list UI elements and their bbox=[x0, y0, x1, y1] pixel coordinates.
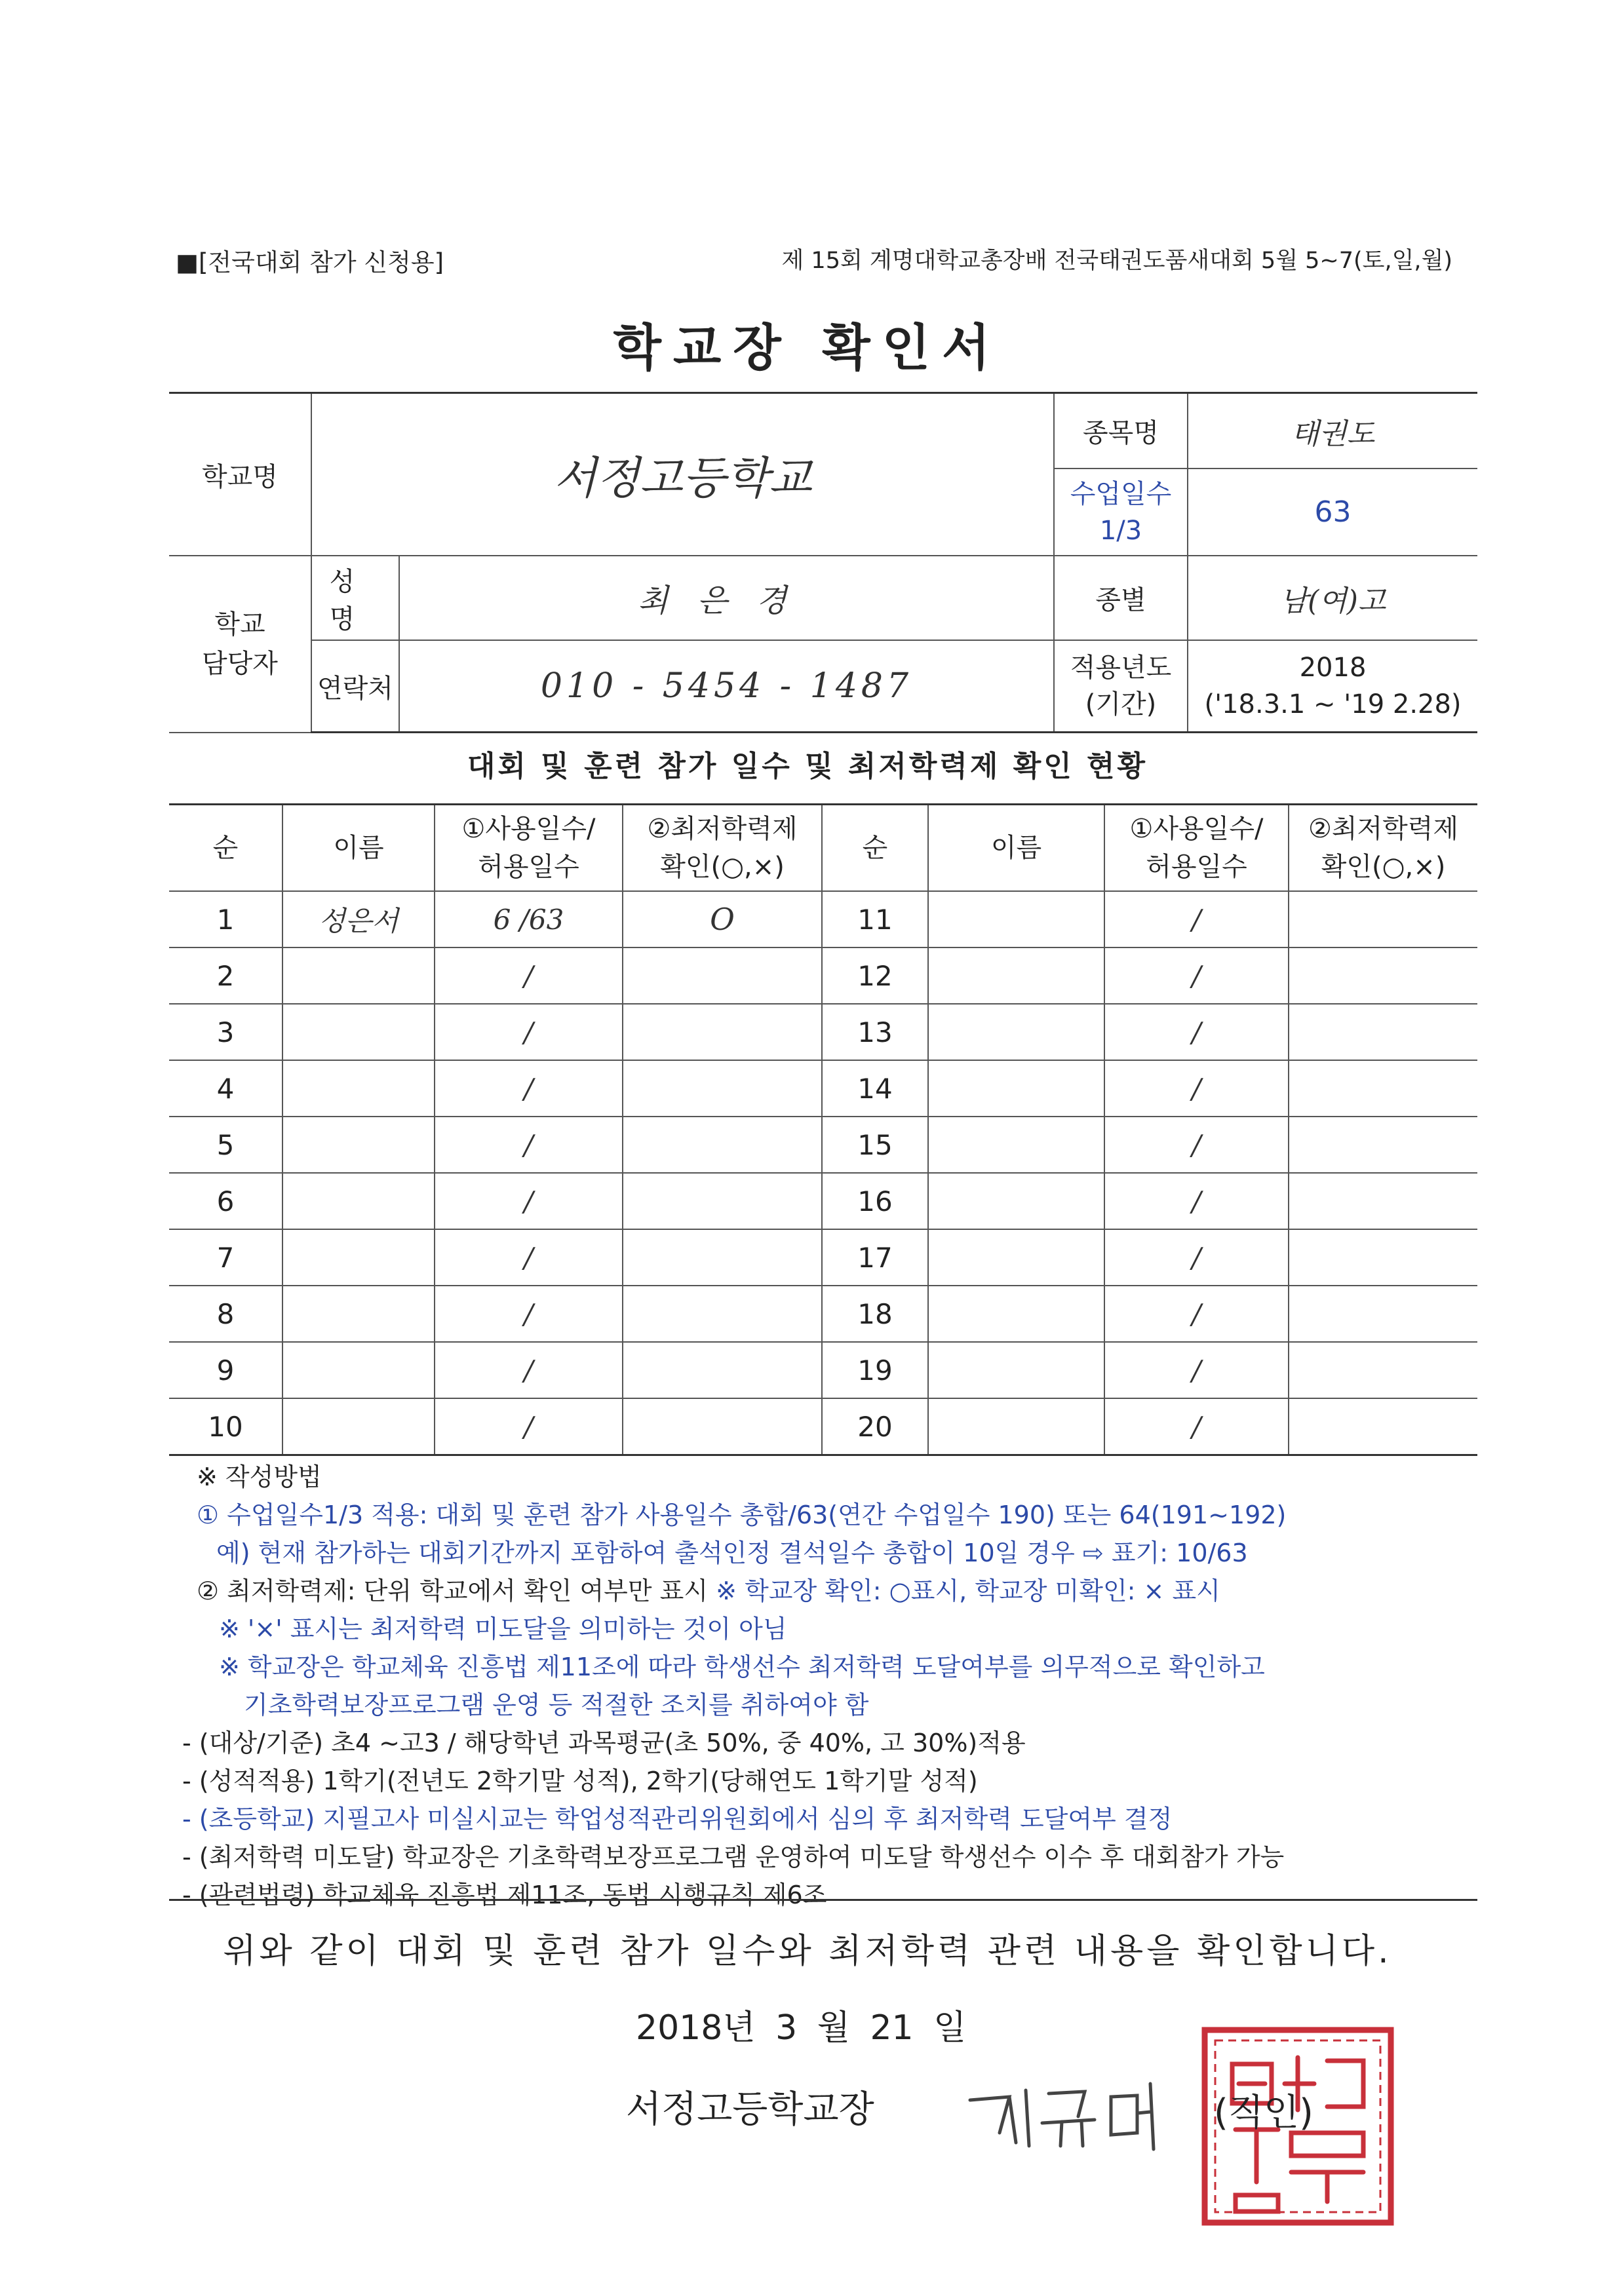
table-row bbox=[169, 1173, 1477, 1229]
row-days: / bbox=[435, 947, 623, 1004]
row-check bbox=[623, 1117, 822, 1173]
row-days: / bbox=[435, 1342, 623, 1398]
contact-label: 연락처 bbox=[311, 640, 399, 733]
apply-year-value: 2018 ('18.3.1 ~ '19 2.28) bbox=[1188, 640, 1477, 733]
col-check-header: ②최저학력제 확인(○,×) bbox=[1289, 805, 1477, 892]
principal-signature bbox=[963, 2071, 1186, 2156]
row-days: / bbox=[1104, 1229, 1289, 1286]
row-days: / bbox=[435, 1229, 623, 1286]
row-no: 7 bbox=[169, 1229, 282, 1286]
row-check bbox=[1289, 1229, 1477, 1286]
instructions-heading: ※ 작성방법 bbox=[197, 1463, 322, 1491]
school-info-table bbox=[169, 392, 1477, 733]
row-days: / bbox=[1104, 891, 1289, 947]
principal-title: 서정고등학교장 bbox=[626, 2088, 874, 2131]
row-name bbox=[928, 1398, 1104, 1455]
row-days: / bbox=[1104, 1286, 1289, 1342]
section-subtitle: 대회 및 훈련 참가 일수 및 최저학력제 확인 현황 bbox=[467, 750, 1148, 783]
table-row bbox=[169, 1229, 1477, 1286]
row-name bbox=[282, 1342, 435, 1398]
row-name bbox=[928, 1286, 1104, 1342]
row-check bbox=[1289, 1060, 1477, 1117]
row-no: 20 bbox=[822, 1398, 928, 1455]
table-row bbox=[169, 1117, 1477, 1173]
row-name bbox=[282, 1117, 435, 1173]
confirmation-statement: 위와 같이 대회 및 훈련 참가 일수와 최저학력 관련 내용을 확인합니다. bbox=[223, 1932, 1392, 1971]
person-name-value: 최은경 bbox=[399, 556, 1054, 640]
participation-table bbox=[169, 803, 1477, 1456]
instructions-section bbox=[182, 1458, 1481, 1914]
row-no: 18 bbox=[822, 1286, 928, 1342]
row-no: 15 bbox=[822, 1117, 928, 1173]
row-name bbox=[282, 1229, 435, 1286]
row-days: / bbox=[435, 1286, 623, 1342]
row-check bbox=[623, 1286, 822, 1342]
row-days: / bbox=[1104, 1117, 1289, 1173]
note-1-line-2: 예) 현재 참가하는 대회기간까지 포함하여 출석인정 결석일수 총합이 10일 경우 ⇨ 표기: 10/63 bbox=[216, 1539, 1248, 1567]
row-days: 6 /63 bbox=[435, 891, 623, 947]
row-check bbox=[1289, 1342, 1477, 1398]
competition-label: 제 15회 계명대학교총장배 전국태권도품새대회 5월 5~7(토,일,월) bbox=[781, 248, 1452, 274]
school-days-label: 수업일수 1/3 bbox=[1054, 469, 1188, 556]
person-name-label: 성 명 bbox=[311, 556, 399, 640]
col-name-header: 이름 bbox=[282, 805, 435, 892]
row-check bbox=[623, 947, 822, 1004]
document-title: 학교장 확인서 bbox=[613, 318, 1002, 377]
row-check bbox=[623, 1004, 822, 1060]
row-no: 19 bbox=[822, 1342, 928, 1398]
row-no: 12 bbox=[822, 947, 928, 1004]
row-no: 5 bbox=[169, 1117, 282, 1173]
table-row bbox=[169, 1060, 1477, 1117]
row-check bbox=[1289, 1117, 1477, 1173]
row-no: 4 bbox=[169, 1060, 282, 1117]
row-days: / bbox=[1104, 1060, 1289, 1117]
seal-label: (직인) bbox=[1214, 2092, 1313, 2134]
row-name bbox=[928, 1173, 1104, 1229]
row-check bbox=[623, 1342, 822, 1398]
row-no: 3 bbox=[169, 1004, 282, 1060]
row-check bbox=[1289, 1004, 1477, 1060]
row-check bbox=[623, 1060, 822, 1117]
gender-value: 남(여)고 bbox=[1188, 556, 1477, 640]
col-days-header: ①사용일수/ 허용일수 bbox=[435, 805, 623, 892]
row-name bbox=[282, 947, 435, 1004]
row-name bbox=[928, 1060, 1104, 1117]
row-days: / bbox=[435, 1004, 623, 1060]
row-name bbox=[928, 1117, 1104, 1173]
row-name bbox=[928, 1342, 1104, 1398]
row-check bbox=[1289, 947, 1477, 1004]
table-header-row bbox=[169, 805, 1477, 892]
row-name bbox=[928, 891, 1104, 947]
row-no: 10 bbox=[169, 1398, 282, 1455]
form-type-label: ■[전국대회 참가 신청용] bbox=[176, 248, 444, 277]
note-2: ② 최저학력제: 단위 학교에서 확인 여부만 표시 ※ 학교장 확인: ○표시, 학교장 미확인: × 표시 bbox=[197, 1577, 1220, 1605]
table-row bbox=[169, 891, 1477, 947]
row-check bbox=[623, 1173, 822, 1229]
table-row bbox=[169, 947, 1477, 1004]
row-no: 14 bbox=[822, 1060, 928, 1117]
note-4-line-1: ※ 학교장은 학교체육 진흥법 제11조에 따라 학생선수 최저학력 도달여부를 의무적으로 확인하고 bbox=[219, 1653, 1265, 1681]
row-name bbox=[928, 947, 1104, 1004]
note-3: ※ '×' 표시는 최저학력 미도달을 의미하는 것이 아님 bbox=[219, 1615, 787, 1643]
row-days: / bbox=[435, 1060, 623, 1117]
row-no: 17 bbox=[822, 1229, 928, 1286]
col-no-header: 순 bbox=[822, 805, 928, 892]
row-days: / bbox=[1104, 947, 1289, 1004]
table-row bbox=[169, 1286, 1477, 1342]
manager-label: 학교 담당자 bbox=[169, 556, 311, 733]
row-check bbox=[1289, 1286, 1477, 1342]
contact-value: 010 - 5454 - 1487 bbox=[399, 640, 1054, 733]
row-check bbox=[1289, 1398, 1477, 1455]
row-days: / bbox=[1104, 1342, 1289, 1398]
event-label: 종목명 bbox=[1054, 393, 1188, 469]
detail-law: - (관련법령) 학교체육 진흥법 제11조, 동법 시행규칙 제6조 bbox=[182, 1881, 827, 1909]
table-row bbox=[169, 1342, 1477, 1398]
apply-year-label: 적용년도 (기간) bbox=[1054, 640, 1188, 733]
row-name bbox=[282, 1060, 435, 1117]
row-name bbox=[282, 1286, 435, 1342]
row-no: 13 bbox=[822, 1004, 928, 1060]
school-name-value: 서정고등학교 bbox=[311, 393, 1054, 556]
row-check bbox=[623, 1398, 822, 1455]
row-days: / bbox=[1104, 1173, 1289, 1229]
note-1-line-1: ① 수업일수1/3 적용: 대회 및 훈련 참가 사용일수 총합/63(연간 수업일수 190) 또는 64(191~192) bbox=[197, 1501, 1287, 1529]
row-check bbox=[1289, 891, 1477, 947]
table-row bbox=[169, 1004, 1477, 1060]
row-days: / bbox=[1104, 1004, 1289, 1060]
row-days: / bbox=[435, 1117, 623, 1173]
school-days-value: 63 bbox=[1188, 469, 1477, 556]
event-value: 태권도 bbox=[1188, 393, 1477, 469]
row-no: 11 bbox=[822, 891, 928, 947]
row-name bbox=[282, 1398, 435, 1455]
col-days-header: ①사용일수/ 허용일수 bbox=[1104, 805, 1289, 892]
col-no-header: 순 bbox=[169, 805, 282, 892]
divider bbox=[169, 1899, 1477, 1901]
row-no: 8 bbox=[169, 1286, 282, 1342]
row-name: 성은서 bbox=[282, 891, 435, 947]
row-check bbox=[623, 1229, 822, 1286]
row-no: 2 bbox=[169, 947, 282, 1004]
row-check: O bbox=[623, 891, 822, 947]
col-name-header: 이름 bbox=[928, 805, 1104, 892]
row-no: 1 bbox=[169, 891, 282, 947]
row-name bbox=[928, 1229, 1104, 1286]
row-days: / bbox=[435, 1398, 623, 1455]
row-check bbox=[1289, 1173, 1477, 1229]
detail-grade-apply: - (성적적용) 1학기(전년도 2학기말 성적), 2학기(당해연도 1학기말 성적) bbox=[182, 1767, 978, 1795]
table-row bbox=[169, 1398, 1477, 1455]
note-4-line-2: 기초학력보장프로그램 운영 등 적절한 조치를 취하여야 함 bbox=[244, 1691, 869, 1719]
row-no: 16 bbox=[822, 1173, 928, 1229]
school-name-label: 학교명 bbox=[169, 393, 311, 556]
gender-label: 종별 bbox=[1054, 556, 1188, 640]
issue-date: 2018년 3 월 21 일 bbox=[636, 2008, 967, 2048]
detail-target: - (대상/기준) 초4 ~고3 / 해당학년 과목평균(초 50%, 중 40%, 고 30%)적용 bbox=[182, 1729, 1026, 1757]
row-no: 6 bbox=[169, 1173, 282, 1229]
row-name bbox=[928, 1004, 1104, 1060]
row-no: 9 bbox=[169, 1342, 282, 1398]
detail-below-minimum: - (최저학력 미도달) 학교장은 기초학력보장프로그램 운영하여 미도달 학생선수 이수 후 대회참가 가능 bbox=[182, 1843, 1285, 1871]
col-check-header: ②최저학력제 확인(○,×) bbox=[623, 805, 822, 892]
detail-elementary: - (초등학교) 지필고사 미실시교는 학업성적관리위원회에서 심의 후 최저학력 도달여부 결정 bbox=[182, 1805, 1173, 1833]
row-days: / bbox=[435, 1173, 623, 1229]
row-name bbox=[282, 1173, 435, 1229]
row-name bbox=[282, 1004, 435, 1060]
row-days: / bbox=[1104, 1398, 1289, 1455]
